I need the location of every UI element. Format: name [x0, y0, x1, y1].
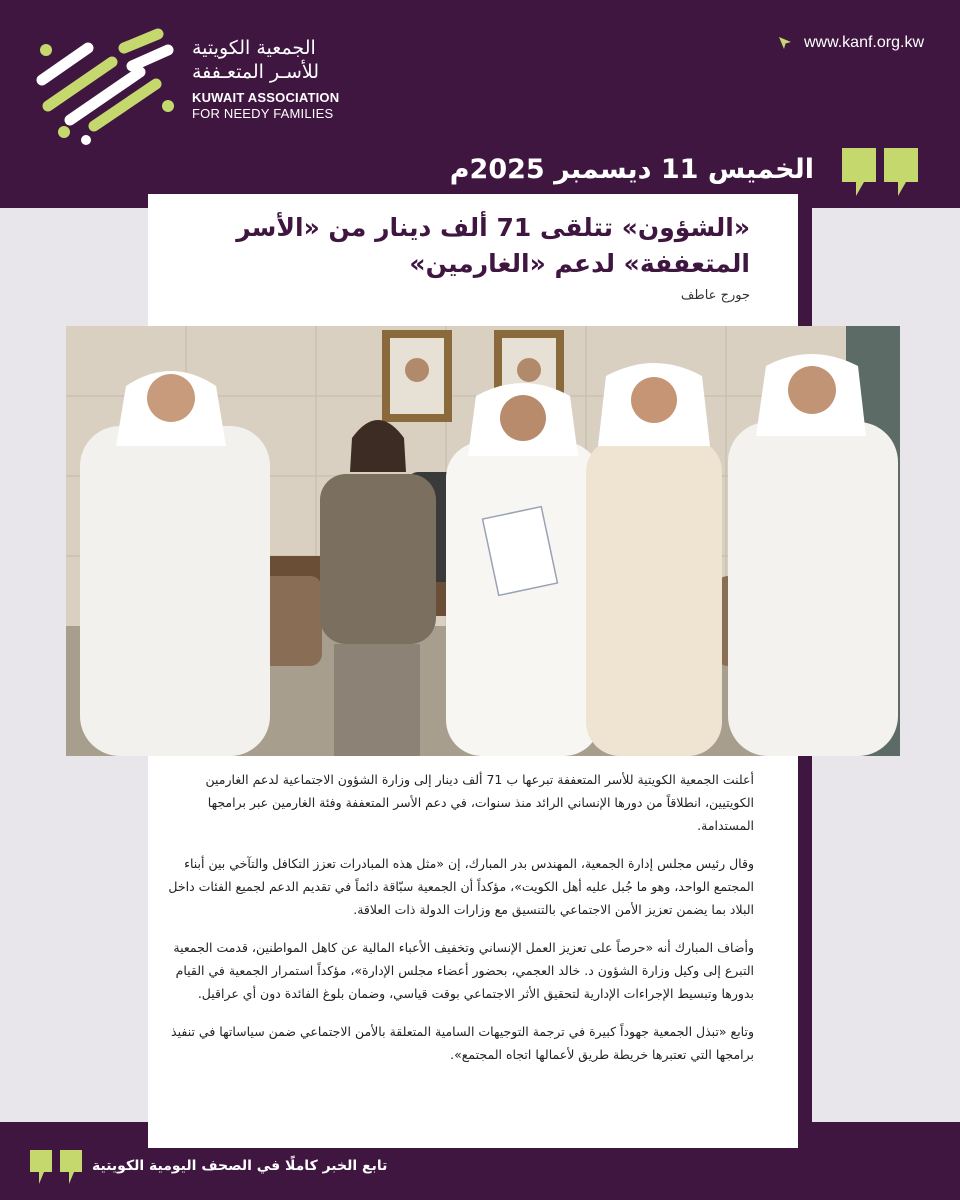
article-photo [66, 326, 900, 756]
cursor-arrow-icon [778, 36, 792, 50]
quote-mark-icon [842, 148, 876, 196]
article-paragraph-3: وأضاف المبارك أنه «حرصاً على تعزيز العمل الإنساني وتخفيف الأعباء المالية عن كاهل المواطنين، قدمت الجمعية التبرع إلى وكيل وزارة الشؤون د. خالد العجمي، بحضور أعضاء مجلس الإدارة»، مؤكداً استمرار الجمعية في القيام بدورها وتبسيط الإجراءات الإدارية لتحقيق الأثر الاجتماعي بوقت قياسي، وضمان بلوغ الفائدة دون أي عراقيل. [173, 940, 754, 1001]
brand-name-en-line2: FOR NEEDY FAMILIES [192, 106, 334, 121]
stripes-dots-logo-icon [28, 28, 178, 146]
quote-mark-icon [30, 1150, 84, 1184]
publish-date: الخميس 11 ديسمبر 2025م [449, 154, 814, 185]
quote-mark-icon [884, 148, 918, 196]
headline-line-1: «الشؤون» تتلقى 71 ألف دينار من «الأسر [236, 213, 750, 242]
group-photo-illustration [66, 326, 900, 756]
brand-name-ar-line1: الجمعية الكويتية [192, 37, 316, 59]
brand-name-ar-line2: للأسـر المتعـففة [192, 61, 320, 83]
article-paragraph-4: وتابع «تبذل الجمعية جهوداً كبيرة في ترجمة التوجيهات السامية المتعلقة بالأمن الاجتماعي ضمن سياساتها في تنفيذ برامجها التي تعتبرها خريطة طريق لأعمالها اتجاه المجتمع». [171, 1024, 754, 1062]
footer-note: تابع الخبر كاملًا في الصحف اليومية الكويتية [92, 1158, 388, 1174]
article-headline [166, 210, 750, 282]
brand-name [192, 36, 352, 122]
website-link[interactable] [778, 34, 924, 52]
brand-name-en-line1: KUWAIT ASSOCIATION [192, 90, 340, 105]
article-paragraph-2: وقال رئيس مجلس إدارة الجمعية، المهندس بدر المبارك، إن «مثل هذه المبادرات تعزز التكافل والتآخي بين أبناء المجتمع الواحد، وهو ما جُبل عليه أهل الكويت»، مؤكداً أن الجمعية سبّاقة دائماً في تقديم الدعم لجميع الفئات داخل البلاد بما يضمن تعزيز الأمن الاجتماعي بالتنسيق مع وزارات الدولة ذات العلاقة. [168, 856, 754, 917]
article-paragraph-1: أعلنت الجمعية الكويتية للأسر المتعففة تبرعها ب 71 ألف دينار إلى وزارة الشؤون الاجتماعية لدعم الغارمين الكويتيين، انطلاقاً من دورها الإنساني الرائد منذ سنوات، في دعم الأسر المتعففة وفئة الغارمين عبر برامجها المستدامة. [205, 772, 754, 833]
headline-line-2: المتعففة» لدعم «الغارمين» [409, 249, 750, 278]
article-body [164, 768, 754, 1081]
header [0, 0, 960, 208]
website-url[interactable]: www.kanf.org.kw [803, 34, 924, 51]
article-author: جورج عاطف [680, 288, 750, 303]
